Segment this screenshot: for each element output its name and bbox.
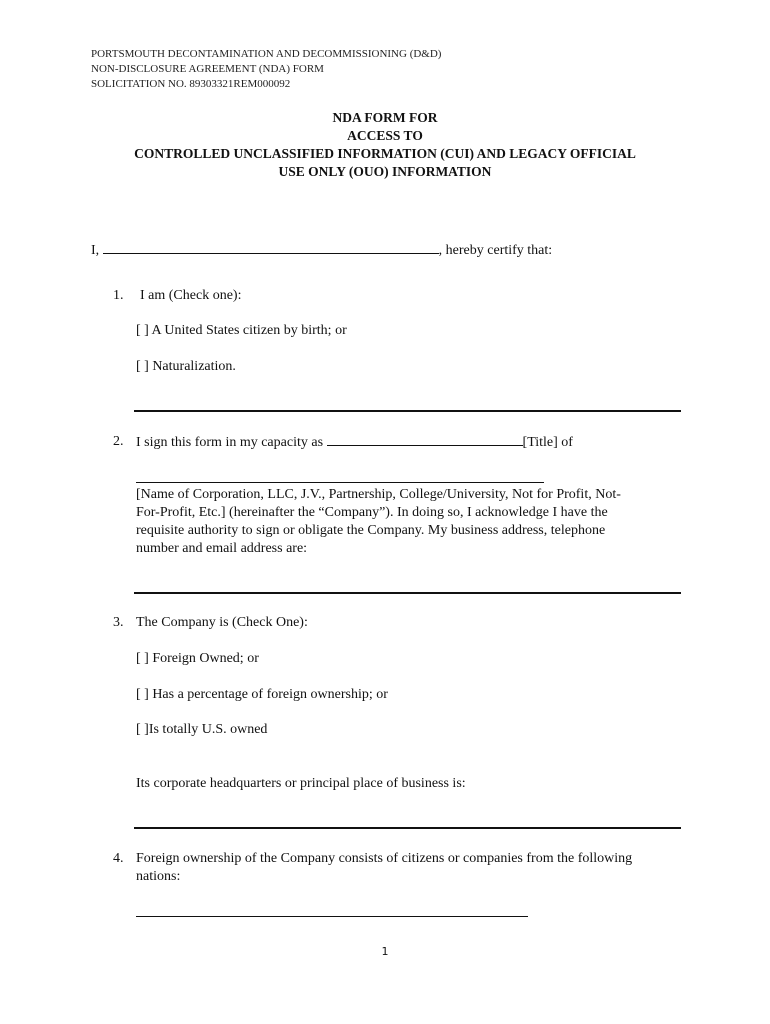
header-line-1: PORTSMOUTH DECONTAMINATION AND DECOMMISSIONING (D&D) xyxy=(91,48,442,60)
business-address-field[interactable] xyxy=(134,592,681,594)
item-3-number: 3. xyxy=(113,615,124,630)
item-3-hq-text: Its corporate headquarters or principal place of business is: xyxy=(136,776,466,791)
item-2-capacity-line xyxy=(136,433,573,452)
item-1-number: 1. xyxy=(113,288,124,303)
item-2-number: 2. xyxy=(113,434,124,449)
item-1-option-citizen[interactable]: [ ] A United States citizen by birth; or xyxy=(136,323,347,338)
name-field[interactable] xyxy=(103,241,439,254)
item-2-suffix: [Title] of xyxy=(522,435,573,450)
item-2-para-line-1: [Name of Corporation, LLC, J.V., Partnership, College/University, Not for Profit, Not- xyxy=(136,487,621,502)
item-4-number: 4. xyxy=(113,851,124,866)
item-2-para-line-3: requisite authority to sign or obligate the Company. My business address, telephone xyxy=(136,523,606,538)
item-3-text: The Company is (Check One): xyxy=(136,615,308,630)
item-2-para-line-2: For-Profit, Etc.] (hereinafter the “Company”). In doing so, I acknowledge I have the xyxy=(136,505,608,520)
title-line-4: USE ONLY (OUO) INFORMATION xyxy=(278,164,492,179)
item-3-option-partial-foreign[interactable]: [ ] Has a percentage of foreign ownership; or xyxy=(136,687,388,702)
title-line-2: ACCESS TO xyxy=(347,128,423,143)
headquarters-field[interactable] xyxy=(134,827,681,829)
header-line-3: SOLICITATION NO. 89303321REM000092 xyxy=(91,78,291,90)
item-1-text: I am (Check one): xyxy=(140,288,242,303)
item-1-answer-line[interactable] xyxy=(134,410,681,412)
certify-line xyxy=(91,241,552,260)
item-2-prefix: I sign this form in my capacity as xyxy=(136,435,324,450)
page-number: 1 xyxy=(381,945,389,958)
certify-suffix: , hereby certify that: xyxy=(438,243,553,258)
title-line-3: CONTROLLED UNCLASSIFIED INFORMATION (CUI) AND LEGACY OFFICIAL xyxy=(134,146,636,161)
item-1-option-naturalization[interactable]: [ ] Naturalization. xyxy=(136,359,236,374)
header-line-2: NON-DISCLOSURE AGREEMENT (NDA) FORM xyxy=(91,63,324,75)
title-field[interactable] xyxy=(327,433,523,446)
item-4-line-1: Foreign ownership of the Company consists of citizens or companies from the following xyxy=(136,851,633,866)
item-4-line-2: nations: xyxy=(136,869,181,884)
certify-prefix: I, xyxy=(91,243,100,258)
item-3-option-foreign-owned[interactable]: [ ] Foreign Owned; or xyxy=(136,651,259,666)
item-3-option-us-owned[interactable]: [ ]Is totally U.S. owned xyxy=(136,722,268,737)
item-2-para-line-4: number and email address are: xyxy=(136,541,308,556)
title-line-1: NDA FORM FOR xyxy=(332,110,438,125)
foreign-nations-field[interactable] xyxy=(136,916,528,917)
company-name-field[interactable] xyxy=(136,482,544,483)
